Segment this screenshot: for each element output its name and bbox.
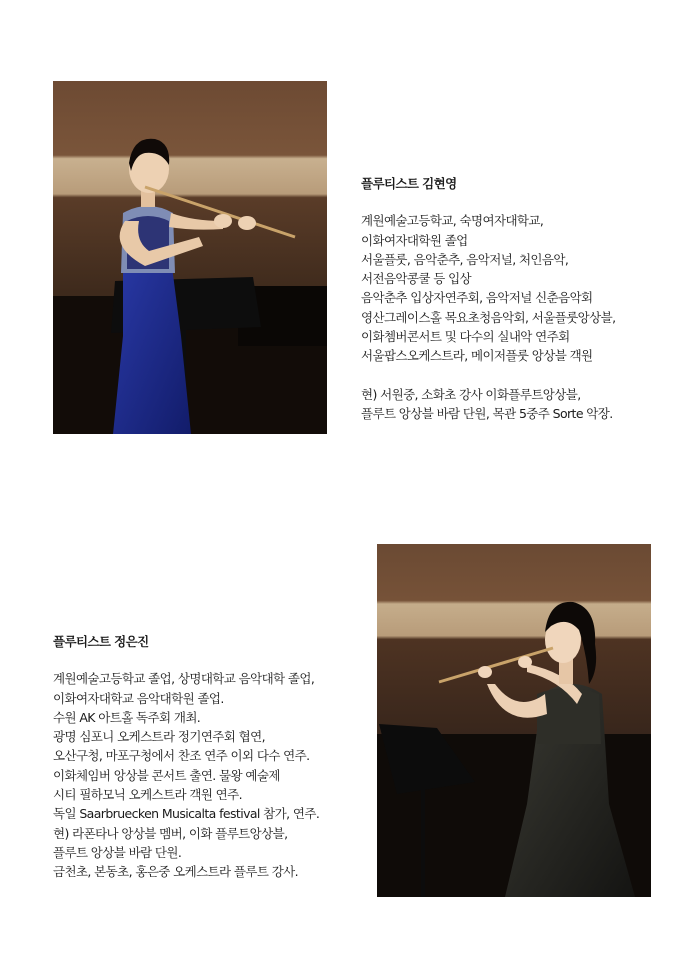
performer2-name: 플루티스트 정은진: [53, 634, 149, 649]
bio-line: 이화여자대학교 음악대학원 졸업.: [53, 690, 224, 706]
bio-line: 계원예술고등학교 졸업, 상명대학교 음악대학 졸업,: [53, 671, 315, 687]
bio-current-line: 현) 서원중, 소화초 강사 이화플루트앙상블,: [361, 386, 581, 402]
bio-line: 계원예술고등학교, 숙명여자대학교,: [361, 213, 544, 229]
bio-line: 플루트 앙상블 바람 단원.: [53, 844, 182, 860]
bio-line: 영산그레이스홀 목요초청음악회, 서울플룻앙상블,: [361, 309, 616, 325]
bio-line: 이화쳄버콘서트 및 다수의 실내악 연주회: [361, 329, 570, 345]
bio-line: 현) 라폰타나 앙상블 멤버, 이화 플루트앙상블,: [53, 825, 288, 841]
performer1-bio: [361, 174, 615, 423]
performer2-photo: [377, 544, 651, 897]
performer2-bio: [53, 632, 319, 882]
bio-spacer: [361, 366, 615, 385]
performer1-photo: [53, 81, 327, 434]
bio-line: 오산구청, 마포구청에서 찬조 연주 이외 다수 연주.: [53, 748, 310, 764]
bio-line: 금천초, 본동초, 홍은중 오케스트라 플루트 강사.: [53, 864, 299, 880]
bio-line: 서전음악콩쿨 등 입상: [361, 271, 472, 287]
bio-line: 음악춘추 입상자연주회, 음악저널 신춘음악회: [361, 290, 593, 306]
bio-current-line: 플루트 앙상블 바람 단원, 목관 5중주 Sorte 악장.: [361, 405, 613, 421]
performer1-name: 플루티스트 김현영: [361, 176, 457, 191]
bio-line: 서울팝스오케스트라, 메이저플룻 앙상블 객원: [361, 348, 593, 364]
bio-line: 서울플룻, 음악춘추, 음악저널, 처인음악,: [361, 251, 569, 267]
bio-line: 독일 Saarbruecken Musicalta festival 참가, 연주.: [53, 806, 320, 822]
bio-line: 수원 AK 아트홀 독주회 개최.: [53, 709, 201, 725]
bio-line: 이화체임버 앙상블 콘서트 출연. 물왕 예술제: [53, 767, 280, 783]
bio-line: 이화여자대학원 졸업: [361, 232, 468, 248]
bio-line: 시티 필하모닉 오케스트라 객원 연주.: [53, 787, 242, 803]
bio-line: 광명 심포니 오케스트라 정기연주회 협연,: [53, 729, 265, 745]
